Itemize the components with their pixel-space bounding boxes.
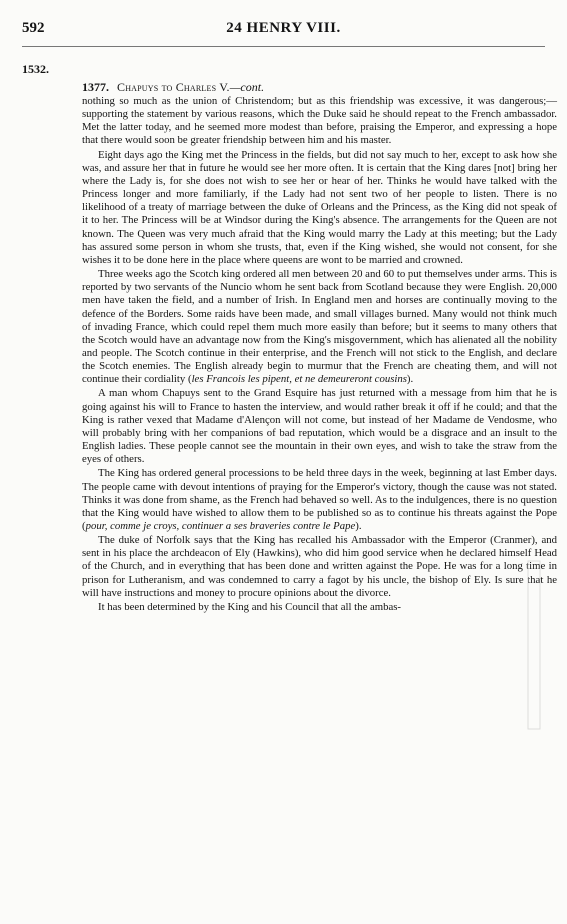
paragraph [82,601,557,614]
margin-year: 1532. [22,62,49,76]
paragraph-text: Eight days ago the King met the Princess in the fields, but did not say much to her, except to ask how she was, and assure her that in future he would see her more often. It is certain that the King dares [not] bring her where the Lady is, for she does not wish to see her or hear of her. Thinks he would have talked with the Princess longer and more familiarly, if the Lady had not sent two of her people to listen. There is no likelihood of a treaty of marriage between the duke of Orleans and the Princess, as the King did not speak of it to her. The Princess will be at Windsor during the King's absence. The arrangements for the Queen are not known. The Queen was very much afraid that the King would marry the Lady at this meeting; but the Lady has assured some person in whom she trusts, that, even if the King wished, she would not consent, for she wishes it to be done here in the place where queens are wont to be married and crowned. [82,148,557,266]
paragraph-text: ). [355,520,362,532]
italic-quote: les Francois les pipent, et ne demeureront cousins [191,373,407,386]
entry-heading [82,80,264,95]
paragraph-text: Three weeks ago the Scotch king ordered all men between 20 and 60 to put themselves under arms. This is reported by two servants of the Nuncio whom he sent back from Scotland because they were English. 20,000 men have taken the field, and a number of Irish. In England men and horses are continually moving to the defence of the Borders. Some raids have been made, and small villages burned. Many would not think much of invading France, which could repel them much more easily than before; but it seems to many others that the Scotch would have an advantage now from the King's misgovernment, which has alienated all the nobility and people. The Scotch continue in their enterprise, and the French will not stick to the English, and declare the Scotch enemies. The English already begin to murmur that the French are cheating them, and will not continue their cordiality ( [82,268,557,386]
paragraph-text: The duke of Norfolk says that the King has recalled his Ambassador with the Emperor (Cranmer), and sent in his place the archdeacon of Ely (Hawkins), who did him good service when he declared himself Head of the Church, and in everything that has been done and written against the Pope. He was for a long time in prison for Lutheranism, and was condemned to carry a fagot by his uncle, the bishop of Ely. Is sure that he will have instructions and money to procure opinions about the divorce. [82,534,557,599]
paragraph [82,95,557,148]
entry-number: 1377. [82,80,109,94]
paragraph-text: A man whom Chapuys sent to the Grand Esquire has just returned with a message from him that he is going against his will to France to hasten the interview, and would rather break it off if he could; and that the King is rather vexed that Madame d'Alençon will not come, but instead of her Madame de Vendosme, who will probably bring with her companions of bad reputation, which would be a disgrace and an insult to the English ladies. These people cannot see the mountain in their own eyes, and wish to take the straw from the eyes of others. [82,387,557,466]
page-number: 592 [22,20,45,36]
paragraph [82,467,557,533]
paragraph [82,534,557,600]
paragraph-text: ). [406,373,414,386]
running-head: 24 HENRY VIII. [226,20,341,36]
library-stamp [527,560,541,730]
paragraph [82,387,557,466]
entry-continued: —cont. [229,80,265,94]
paragraph-text: The King has ordered general processions to be held three days in the week, beginning at last Ember days. The people came with devout intentions of praying for the Emperor's victory, though the cause was not stated. Thinks it was done from shame, as the French had behaved so well. As to the indulgences, there is no question that the King would have wished to allow them to be published so as to continue his threats against the Pope ( [82,467,557,532]
paragraph [82,268,557,386]
header-rule [22,46,545,47]
italic-quote: pour, comme je croys, continuer a ses braveries contre le Pape [85,520,356,532]
paragraph [82,149,557,267]
paragraph-text: nothing so much as the union of Christendom; but as this friendship was excessive, it was dangerous;—supporting the statement by various reasons, which the Duke said he should repeat to the French ambassador. Met the latter today, and he seemed more modest than before, praising the Emperor, and expressing a hope that there would soon be greater friendship between him and his master. [82,95,557,147]
paragraph-text: It has been determined by the King and his Council that all the ambas- [98,600,402,613]
body-text [82,95,557,615]
entry-title: Chapuys to Charles V. [117,80,230,94]
